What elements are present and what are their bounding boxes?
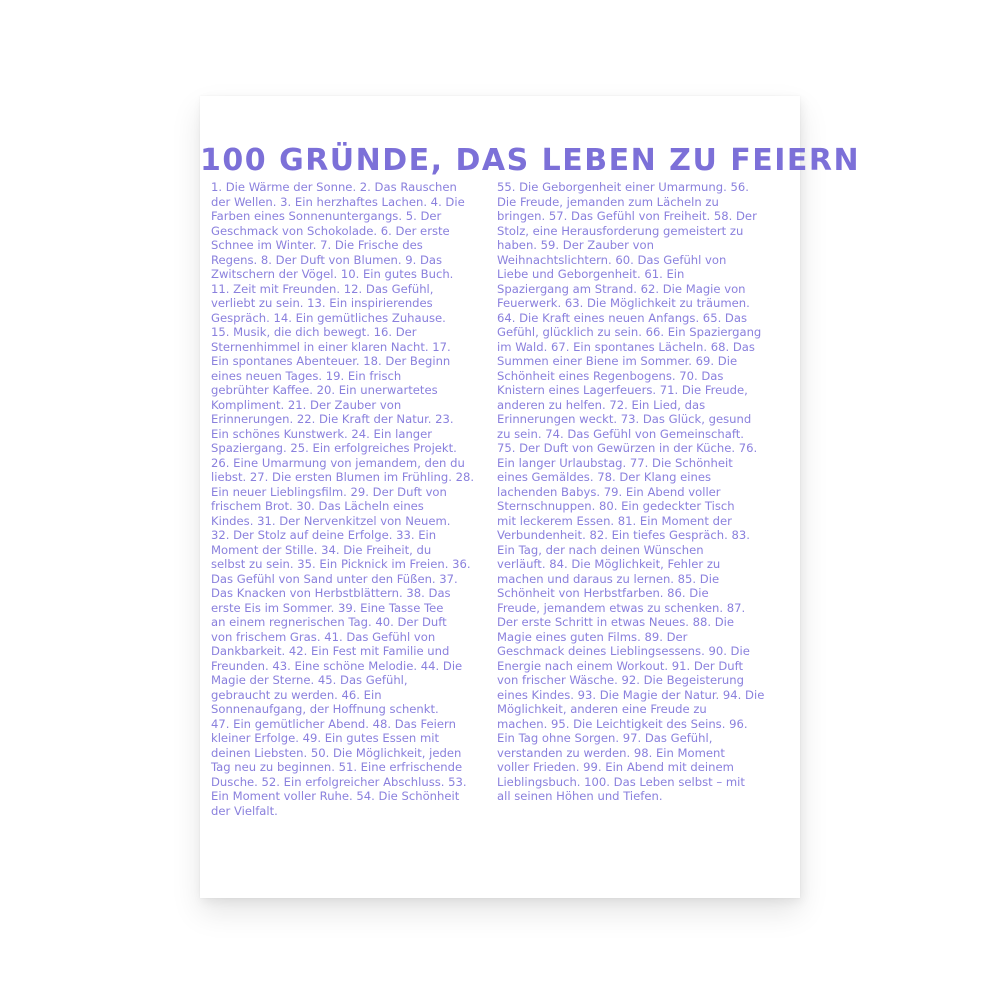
text-line: Weihnachtslichtern. 60. Das Gefühl von xyxy=(497,252,727,267)
text-line: lachenden Babys. 79. Ein Abend voller xyxy=(497,484,721,499)
text-line: 75. Der Duft von Gewürzen in der Küche. 76. xyxy=(497,441,758,455)
text-line: Schönheit von Herbstfarben. 86. Die xyxy=(497,586,709,600)
text-line: Farben eines Sonnenuntergangs. 5. Der xyxy=(211,209,442,223)
text-line: 55. Die Geborgenheit einer Umarmung. 56. xyxy=(497,180,749,194)
text-line: der Wellen. 3. Ein herzhaftes Lachen. 4. Die xyxy=(211,194,465,209)
text-line: selbst zu sein. 35. Ein Picknick im Freien. 36. xyxy=(211,557,471,571)
text-line: Sternschnuppen. 80. Ein gedeckter Tisch xyxy=(497,499,735,513)
text-line: Spaziergang. 25. Ein erfolgreiches Projekt. xyxy=(211,441,457,455)
text-line: verläuft. 84. Die Möglichkeit, Fehler zu xyxy=(497,557,721,571)
text-line: frischem Brot. 30. Das Lächeln eines xyxy=(211,499,424,513)
text-line: bringen. 57. Das Gefühl von Freiheit. 58. Der xyxy=(497,209,757,223)
text-line: 15. Musik, die dich bewegt. 16. Der xyxy=(211,325,417,339)
text-line: eines Kindes. 93. Die Magie der Natur. 94. Die xyxy=(497,687,765,702)
text-line: im Wald. 67. Ein spontanes Lächeln. 68. Das xyxy=(497,339,755,354)
text-line: Die Freude, jemanden zum Lächeln zu xyxy=(497,194,719,209)
text-line: voller Frieden. 99. Ein Abend mit deinem xyxy=(497,760,734,774)
text-line: Feuerwerk. 63. Die Möglichkeit zu träumen. xyxy=(497,296,750,310)
text-line: 26. Eine Umarmung von jemandem, den du xyxy=(211,455,465,470)
text-line: zu sein. 74. Das Gefühl von Gemeinschaft. xyxy=(497,426,744,441)
text-line: 64. Die Kraft eines neuen Anfangs. 65. Das xyxy=(497,310,748,325)
text-line: Der erste Schritt in etwas Neues. 88. Die xyxy=(497,615,735,629)
text-line: anderen zu helfen. 72. Ein Lied, das xyxy=(497,397,706,412)
text-line: Ein Tag ohne Sorgen. 97. Das Gefühl, xyxy=(497,731,713,745)
text-line: deinen Liebsten. 50. Die Möglichkeit, jeden xyxy=(211,745,462,760)
text-line: Geschmack deines Lieblingsessens. 90. Die xyxy=(497,644,750,658)
text-line: Erinnerungen weckt. 73. Das Glück, gesund xyxy=(497,412,752,426)
text-line: Ein spontanes Abenteuer. 18. Der Beginn xyxy=(211,354,451,368)
text-line: haben. 59. Der Zauber von xyxy=(497,238,654,252)
text-line: Schnee im Winter. 7. Die Frische des xyxy=(211,238,423,252)
text-line: mit leckerem Essen. 81. Ein Moment der xyxy=(497,513,732,528)
text-line: Kindes. 31. Der Nervenkitzel von Neuem. xyxy=(211,513,451,528)
text-line: Freude, jemandem etwas zu schenken. 87. xyxy=(497,600,746,615)
text-line: an einem regnerischen Tag. 40. Der Duft xyxy=(211,615,447,629)
text-line: Ein langer Urlaubstag. 77. Die Schönheit xyxy=(497,455,733,470)
text-line: machen. 95. Die Leichtigkeit des Seins. 96. xyxy=(497,716,748,731)
text-line: machen und daraus zu lernen. 85. Die xyxy=(497,571,720,586)
text-line: Gespräch. 14. Ein gemütliches Zuhause. xyxy=(211,310,446,325)
left-text-column xyxy=(211,180,501,818)
text-line: gebrühter Kaffee. 20. Ein unerwartetes xyxy=(211,383,438,397)
text-line: kleiner Erfolge. 49. Ein gutes Essen mit xyxy=(211,731,440,745)
text-line: eines neuen Tages. 19. Ein frisch xyxy=(211,368,402,383)
text-line: Stolz, eine Herausforderung gemeistert zu xyxy=(497,223,744,238)
text-line: Dankbarkeit. 42. Ein Fest mit Familie und xyxy=(211,644,450,658)
text-line: Sonnenaufgang, der Hoffnung schenkt. xyxy=(211,702,439,716)
text-line: von frischer Wäsche. 92. Die Begeisterung xyxy=(497,673,744,687)
poster-title: 100 GRÜNDE, DAS LEBEN ZU FEIERN xyxy=(200,143,861,178)
text-line: Das Gefühl von Sand unter den Füßen. 37. xyxy=(211,571,458,586)
text-line: Sternenhimmel in einer klaren Nacht. 17. xyxy=(211,339,451,354)
text-line: Magie eines guten Films. 89. Der xyxy=(497,629,688,644)
text-line: Erinnerungen. 22. Die Kraft der Natur. 23. xyxy=(211,412,454,426)
text-line: Möglichkeit, anderen eine Freude zu xyxy=(497,702,707,716)
text-line: 32. Der Stolz auf deine Erfolge. 33. Ein xyxy=(211,528,437,542)
text-line: eines Gemäldes. 78. Der Klang eines xyxy=(497,470,712,484)
text-line: von frischem Gras. 41. Das Gefühl von xyxy=(211,629,436,644)
text-line: Ein Tag, der nach deinen Wünschen xyxy=(497,542,704,557)
text-line: Dusche. 52. Ein erfolgreicher Abschluss. 53. xyxy=(211,774,467,789)
text-line: 47. Ein gemütlicher Abend. 48. Das Feiern xyxy=(211,716,456,731)
text-line: verliebt zu sein. 13. Ein inspirierendes xyxy=(211,296,433,310)
text-line: Verbundenheit. 82. Ein tiefes Gespräch. 83. xyxy=(497,528,750,542)
right-text-column xyxy=(497,180,797,804)
text-line: Ein Moment voller Ruhe. 54. Die Schönheit xyxy=(211,789,460,803)
text-line: Freunden. 43. Eine schöne Melodie. 44. Die xyxy=(211,658,463,673)
text-line: Regens. 8. Der Duft von Blumen. 9. Das xyxy=(211,252,443,267)
text-line: Moment der Stille. 34. Die Freiheit, du xyxy=(211,542,432,557)
text-line: Lieblingsbuch. 100. Das Leben selbst – mit xyxy=(497,774,745,789)
text-line: Liebe und Geborgenheit. 61. Ein xyxy=(497,267,685,281)
text-line: verstanden zu werden. 98. Ein Moment xyxy=(497,745,725,760)
text-line: erste Eis im Sommer. 39. Eine Tasse Tee xyxy=(211,600,444,615)
text-line: Zwitschern der Vögel. 10. Ein gutes Buch. xyxy=(211,267,454,281)
text-line: Kompliment. 21. Der Zauber von xyxy=(211,397,402,412)
text-line: Das Knacken von Herbstblättern. 38. Das xyxy=(211,586,451,600)
text-line: Tag neu zu beginnen. 51. Eine erfrischende xyxy=(211,760,463,774)
text-line: 1. Die Wärme der Sonne. 2. Das Rauschen xyxy=(211,180,457,194)
text-line: Knistern eines Lagerfeuers. 71. Die Freude, xyxy=(497,383,748,397)
text-line: Gefühl, glücklich zu sein. 66. Ein Spaziergang xyxy=(497,325,762,339)
text-line: Spaziergang am Strand. 62. Die Magie von xyxy=(497,281,746,296)
text-line: liebst. 27. Die ersten Blumen im Frühling. 28. xyxy=(211,470,475,484)
text-line: Energie nach einem Workout. 91. Der Duft xyxy=(497,658,744,673)
text-line: 11. Zeit mit Freunden. 12. Das Gefühl, xyxy=(211,281,434,296)
poster xyxy=(200,96,861,898)
text-line: Magie der Sterne. 45. Das Gefühl, xyxy=(211,673,408,687)
text-line: Geschmack von Schokolade. 6. Der erste xyxy=(211,223,450,238)
text-line: der Vielfalt. xyxy=(211,803,278,818)
text-line: Summen einer Biene im Sommer. 69. Die xyxy=(497,354,738,368)
text-line: Ein neuer Lieblingsfilm. 29. Der Duft von xyxy=(211,484,447,499)
text-line: gebraucht zu werden. 46. Ein xyxy=(211,687,382,702)
text-line: all seinen Höhen und Tiefen. xyxy=(497,789,663,803)
text-line: Schönheit eines Regenbogens. 70. Das xyxy=(497,368,724,383)
text-line: Ein schönes Kunstwerk. 24. Ein langer xyxy=(211,426,433,441)
